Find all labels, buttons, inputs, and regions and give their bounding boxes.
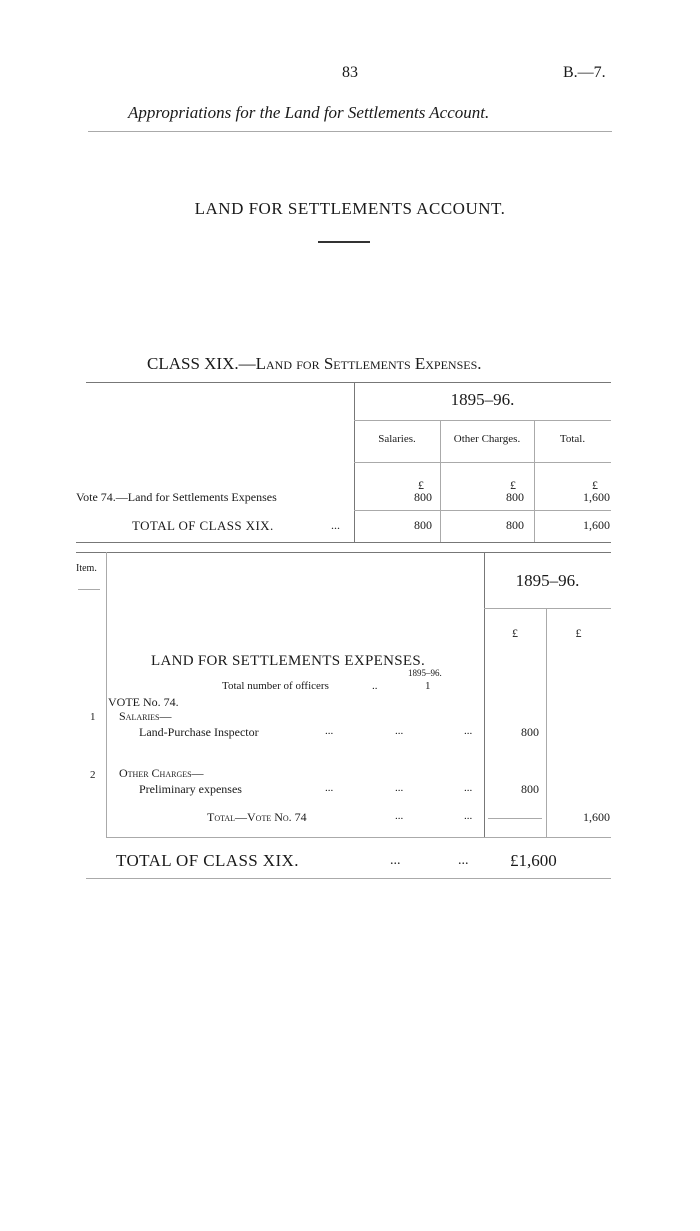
grand-total-dots-1: ... [390,853,401,868]
grand-total-dots-2: ... [458,853,469,868]
summary-vote-total: 1,600 [583,490,610,504]
salaries-amount: 800 [521,725,539,739]
summary-currency-total: £ [592,478,598,492]
salaries-dots-1: ... [325,725,334,737]
detail-item-header: Item. [76,563,97,574]
summary-currency-salaries: £ [418,478,424,492]
document-reference: B.—7. [563,64,606,81]
vote-total-dots-1: ... [395,810,404,822]
item-number-other: 2 [90,769,96,781]
other-dots-3: ... [464,782,473,794]
grand-total-label: TOTAL OF CLASS XIX. [116,851,299,870]
detail-year: 1895–96. [515,571,580,590]
officers-year: 1895–96. [408,668,442,678]
summary-currency-other: £ [510,478,516,492]
summary-vote-rule-salaries [354,510,440,511]
salaries-dots-3: ... [464,725,473,737]
summary-total-label: TOTAL OF CLASS XIX. [132,518,274,533]
page-number: 83 [342,64,358,81]
class-heading-name: Land for Settlements Expenses. [255,354,482,373]
officers-label: Total number of officers [222,680,329,692]
main-title: LAND FOR SETTLEMENTS ACCOUNT. [194,199,506,218]
other-charges-line: Preliminary expenses [139,782,242,796]
summary-vote-rule-other [440,510,534,511]
summary-year-rule [354,420,611,421]
summary-vote-other: 800 [506,490,524,504]
summary-total-dots: ... [331,518,340,532]
other-dots-2: ... [395,782,404,794]
salaries-dots-2: ... [395,725,404,737]
other-charges-amount: 800 [521,782,539,796]
other-dots-1: ... [325,782,334,794]
title-underline [318,241,370,243]
summary-vote-rule-total [534,510,611,511]
detail-bottom-rule [106,837,611,838]
header-rule [88,131,612,132]
detail-top-rule [76,552,611,553]
class-heading-prefix: CLASS XIX.— [147,354,256,373]
vote-total-rule [488,818,542,819]
vote-number-label: VOTE No. 74. [108,695,179,709]
summary-col-salaries: Salaries. [378,433,416,445]
detail-item-header-rule [78,589,100,590]
grand-total-amount: £1,600 [510,851,557,870]
summary-col-other-charges: Other Charges. [453,433,521,445]
salaries-heading: Salaries— [119,709,172,723]
running-title: Appropriations for the Land for Settlements Account. [128,103,490,122]
class-heading [147,354,482,374]
summary-vote-salaries: 800 [414,490,432,504]
summary-bottom-rule [76,542,611,543]
detail-heading: LAND FOR SETTLEMENTS EXPENSES. [151,653,426,669]
grand-total-rule [86,878,611,879]
officers-count: 1 [425,680,431,692]
summary-total-salaries: 800 [414,518,432,532]
summary-total-total: 1,600 [583,518,610,532]
summary-vote-label: Vote 74.—Land for Settlements Expenses [76,490,277,504]
vote-total-dots-2: ... [464,810,473,822]
officers-dots: .. [372,680,378,692]
summary-total-other: 800 [506,518,524,532]
detail-amount-subdivider [546,608,547,837]
other-charges-heading: Other Charges— [119,766,204,780]
vote-total-label: Total—Vote No. 74 [207,810,307,824]
summary-year: 1895–96. [450,390,515,409]
detail-currency-totals: £ [575,626,582,640]
detail-item-divider [106,552,107,837]
summary-top-rule [86,382,611,383]
vote-total-amount: 1,600 [583,810,610,824]
item-number-salaries: 1 [90,711,96,723]
summary-col-rule [354,462,611,463]
salaries-line: Land-Purchase Inspector [139,725,259,739]
detail-year-rule [484,608,611,609]
detail-currency-items: £ [512,626,518,640]
summary-col-total: Total. [559,433,586,445]
